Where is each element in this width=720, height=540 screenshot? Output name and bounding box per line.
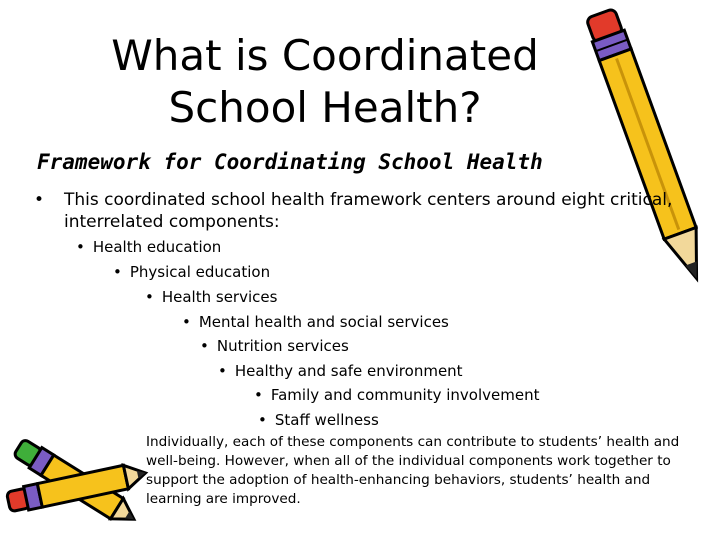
component-item	[218, 361, 463, 381]
component-label: Family and community involvement	[270, 386, 540, 404]
section-subtitle: Framework for Coordinating School Health	[37, 150, 543, 174]
component-item	[182, 312, 449, 332]
component-bullet: •	[218, 362, 227, 380]
slide-title	[0, 30, 650, 134]
component-bullet: •	[113, 263, 122, 281]
component-item	[254, 385, 539, 405]
intro-bullet: •	[34, 190, 45, 210]
component-bullet: •	[254, 386, 263, 404]
pencils-clipart-icon	[2, 428, 147, 538]
pencil-clipart-icon	[598, 2, 718, 302]
component-label: Staff wellness	[274, 411, 379, 429]
component-bullet: •	[76, 238, 85, 256]
component-label: Physical education	[129, 263, 271, 281]
closing-paragraph: Individually, each of these components can contribute to students’ health and well-being. However, when all of the individual components work together to support the adoption of health-enhancing behaviors, students’ health and learning are improved.	[146, 434, 680, 507]
component-label: Mental health and social services	[198, 313, 449, 331]
title-line-2: School Health?	[168, 83, 482, 132]
component-label: Healthy and safe environment	[234, 362, 463, 380]
component-item	[200, 336, 349, 356]
component-bullet: •	[182, 313, 191, 331]
component-item	[258, 410, 379, 430]
component-item	[145, 287, 277, 307]
component-label: Nutrition services	[216, 337, 349, 355]
component-label: Health services	[161, 288, 278, 306]
intro-paragraph	[34, 189, 674, 233]
component-label: Health education	[92, 238, 222, 256]
component-bullet: •	[145, 288, 154, 306]
component-item	[76, 237, 221, 257]
intro-text: This coordinated school health framework centers around eight critical, interrelated components:	[64, 190, 673, 232]
component-bullet: •	[200, 337, 209, 355]
component-item	[113, 262, 270, 282]
title-line-1: What is Coordinated	[111, 31, 539, 80]
component-bullet: •	[258, 411, 267, 429]
